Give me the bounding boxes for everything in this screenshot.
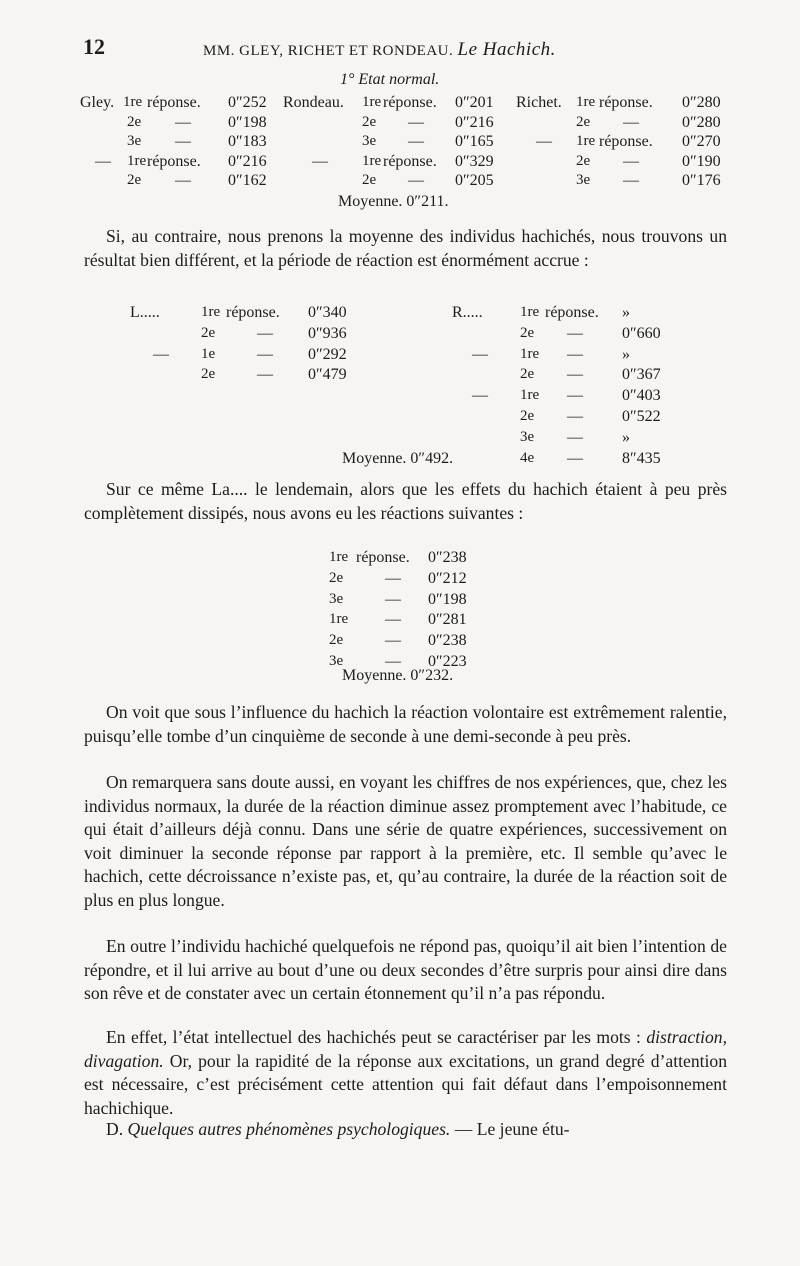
- row-ordinal: 1re: [520, 304, 540, 320]
- paragraph-5: En outre l’individu hachiché quelquefois ne répond pas, quoiqu’il ait bien l’intention de répondre, et il lui arrive au bout d’une ou deux secondes d’être surpris pour ainsi dire dans son rêve et de constater avec un certain étonnement qu’il n’a pas répondu.: [84, 936, 727, 1004]
- paragraph-4: On remarquera sans doute aussi, en voyant les chiffres de nos expériences, que, chez les individus normaux, la durée de la réaction diminue assez promptement avec l’habitude, ce qui était d’ailleurs déjà connu. Dans une série de quatre expériences, successivement on voit diminuer la seconde réponse par rapport à la première, etc. Il semble qu’avec le hachich, cette décroissance n’existe pas, et, qu’au contraire, la durée de la réaction soit de plus en plus longue.: [84, 772, 727, 910]
- row-label: —: [567, 324, 583, 342]
- row-ordinal: 2e: [127, 113, 142, 130]
- row-value: 0″660: [622, 324, 661, 342]
- row-label: —: [408, 172, 424, 189]
- paragraph-1: Si, au contraire, nous prenons la moyenne des individus hachichés, nous trouvons un résultat bien différent, et la période de réaction est énormément accrue :: [84, 226, 727, 270]
- row-ordinal: 2e: [520, 324, 535, 341]
- row-value: 0″238: [428, 632, 467, 650]
- row-ordinal: 2e: [520, 408, 535, 424]
- row-label: réponse.: [147, 152, 201, 170]
- row-ordinal: 1re: [123, 94, 143, 110]
- row-label: —: [385, 611, 401, 629]
- row-prefix: —: [153, 345, 169, 363]
- running-header: [203, 39, 556, 61]
- row-ordinal: 2e: [576, 113, 591, 130]
- row-label: —: [257, 324, 273, 342]
- row-label: —: [567, 408, 583, 425]
- row-ordinal: 3e: [576, 172, 591, 188]
- row-value: 0″216: [455, 113, 494, 131]
- row-value: 0″165: [455, 133, 494, 150]
- row-label: —: [385, 590, 401, 608]
- row-ordinal: 2e: [329, 569, 344, 586]
- row-prefix: —: [472, 345, 488, 363]
- row-label: —: [408, 133, 424, 150]
- row-value: 0″205: [455, 172, 494, 189]
- row-ordinal: 3e: [520, 428, 535, 445]
- row-ordinal: 1re: [362, 94, 382, 110]
- row-label: —: [567, 366, 583, 384]
- row-label: réponse.: [545, 304, 599, 321]
- row-value: 0″212: [428, 569, 467, 587]
- row-label: réponse.: [599, 133, 653, 150]
- row-label: —: [175, 113, 191, 131]
- row-ordinal: 1re: [362, 152, 382, 169]
- row-value: 0″198: [428, 590, 467, 608]
- row-label: —: [385, 569, 401, 587]
- row-ordinal: 3e: [329, 590, 344, 607]
- row-prefix: —: [472, 387, 488, 405]
- paragraph-7: D. Quelques autres phénomènes psychologiques. — Le jeune étu-: [106, 1119, 570, 1139]
- row-value: 0″280: [682, 113, 721, 131]
- row-label: réponse.: [383, 94, 437, 111]
- row-value: »: [622, 345, 630, 363]
- row-value: 0″238: [428, 549, 467, 566]
- row-value: 0″216: [228, 152, 267, 170]
- row-value: 0″223: [428, 653, 467, 670]
- row-ordinal: 1e: [201, 345, 216, 362]
- row-value: 0″329: [455, 152, 494, 170]
- row-value: 0″292: [308, 345, 347, 363]
- row-value: 0″281: [428, 611, 467, 629]
- row-value: 0″198: [228, 113, 267, 131]
- row-ordinal: 1re: [329, 549, 349, 565]
- row-label: —: [567, 449, 583, 467]
- row-label: —: [175, 133, 191, 150]
- gley-name: Gley.: [80, 94, 115, 111]
- row-prefix: —: [312, 152, 328, 170]
- row-label: réponse.: [599, 94, 653, 111]
- row-label: —: [567, 428, 583, 446]
- row-ordinal: 2e: [362, 172, 377, 188]
- page-number: 12: [83, 34, 105, 59]
- rondeau-name: Rondeau.: [283, 94, 344, 111]
- row-label: —: [385, 632, 401, 650]
- row-value: 0″479: [308, 366, 347, 384]
- row-ordinal: 1re: [127, 152, 147, 169]
- row-value: 0″162: [228, 172, 267, 189]
- average-normal: Moyenne. 0″211.: [338, 193, 449, 210]
- row-ordinal: 1re: [576, 133, 596, 149]
- row-value: 0″340: [308, 304, 347, 321]
- row-ordinal: 3e: [362, 133, 377, 149]
- row-label: —: [623, 172, 639, 189]
- row-value: 0″201: [455, 94, 494, 111]
- row-ordinal: 2e: [362, 113, 377, 130]
- row-ordinal: 2e: [201, 366, 216, 383]
- row-value: 0″280: [682, 94, 721, 111]
- row-label: —: [623, 152, 639, 170]
- row-label: —: [567, 387, 583, 405]
- row-prefix: —: [536, 133, 552, 150]
- average-next-day: Moyenne. 0″232.: [342, 667, 454, 684]
- section-d-title: Quelques autres phénomènes psychologiques.: [127, 1119, 451, 1139]
- row-label: réponse.: [356, 549, 410, 566]
- header-title: Le Hachich.: [457, 39, 556, 60]
- row-value: 0″190: [682, 152, 721, 170]
- paragraph-6: En effet, l’état intellectuel des hachichés peut se caractériser par les mots : distraction, divagation. Or, pour la rapidité de la réponse aux excitations, un grand degré d’attention est nécessaire, c’est précisément cette attention qui fait défaut dans l’empoisonnement hachichique.: [84, 1027, 727, 1118]
- row-value: 0″270: [682, 133, 721, 150]
- section-heading-normal: 1° Etat normal.: [340, 71, 440, 88]
- row-label: réponse.: [226, 304, 280, 321]
- row-ordinal: 1re: [520, 387, 540, 404]
- row-label: —: [257, 366, 273, 384]
- row-ordinal: 2e: [576, 152, 591, 169]
- row-ordinal: 3e: [127, 133, 142, 149]
- row-ordinal: 1re: [576, 94, 596, 110]
- row-ordinal: 1re: [201, 304, 221, 320]
- row-ordinal: 2e: [127, 172, 142, 188]
- paragraph-2: Sur ce même La.... le lendemain, alors que les effets du hachich étaient à peu près complètement dissipés, nous avons eu les réactions suivantes :: [84, 479, 727, 523]
- row-label: —: [567, 345, 583, 363]
- row-value: 0″522: [622, 408, 661, 425]
- row-label: réponse.: [383, 152, 437, 170]
- row-label: réponse.: [147, 94, 201, 111]
- paragraph-3: On voit que sous l’influence du hachich la réaction volontaire est extrêmement ralentie, puisqu’elle tombe d’un cinquième de seconde à une demi-seconde à peu près.: [84, 702, 727, 746]
- row-ordinal: 2e: [520, 366, 535, 383]
- row-label: —: [385, 653, 401, 670]
- R-name: R.....: [452, 304, 483, 321]
- L-name: L.....: [130, 304, 160, 321]
- row-ordinal: 1re: [329, 611, 349, 628]
- richet-name: Richet.: [516, 94, 562, 111]
- row-value: 0″176: [682, 172, 721, 189]
- row-value: 0″252: [228, 94, 267, 111]
- average-hachich: Moyenne. 0″492.: [342, 450, 454, 467]
- row-value: 0″183: [228, 133, 267, 150]
- row-value: »: [622, 428, 630, 446]
- row-ordinal: 4e: [520, 449, 535, 466]
- row-label: —: [623, 113, 639, 131]
- row-label: —: [257, 345, 273, 363]
- row-ordinal: 2e: [201, 324, 216, 341]
- emphasis-terms: distraction, divagation.: [84, 1027, 727, 1071]
- header-authors: MM. GLEY, RICHET ET RONDEAU.: [203, 43, 454, 59]
- row-value: »: [622, 304, 630, 321]
- row-ordinal: 1re: [520, 345, 540, 362]
- row-value: 0″367: [622, 366, 661, 384]
- row-ordinal: 2e: [329, 632, 344, 649]
- row-prefix: —: [95, 152, 111, 170]
- row-value: 8″435: [622, 449, 661, 467]
- row-value: 0″403: [622, 387, 661, 405]
- row-value: 0″936: [308, 324, 347, 342]
- row-label: —: [408, 113, 424, 131]
- row-ordinal: 3e: [329, 653, 344, 669]
- row-label: —: [175, 172, 191, 189]
